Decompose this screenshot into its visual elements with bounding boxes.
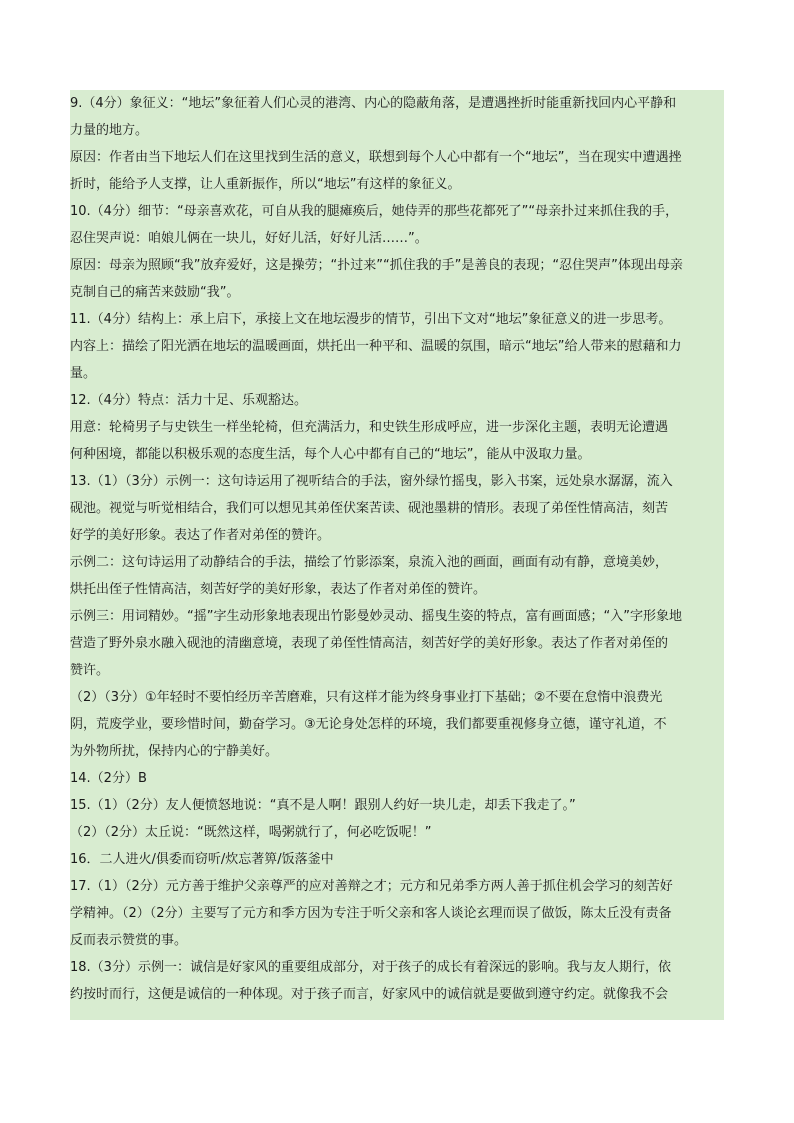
text-line: 11.（4分）结构上：承上启下，承接上文在地坛漫步的情节，引出下文对“地坛”象征意义的进一步思考。 (70, 312, 672, 327)
text-line: 9.（4分）象征义：“地坛”象征着人们心灵的港湾、内心的隐蔽角落，是遭遇挫折时能重新找回内心平静和 (70, 96, 677, 111)
text-line: 17.（1）（2分）元方善于维护父亲尊严的应对善辩之才；元方和兄弟季方两人善于抓住机会学习的刻苦好 (70, 879, 673, 894)
text-line: 用意：轮椅男子与史铁生一样坐轮椅，但充满活力，和史铁生形成呼应，进一步深化主题，表明无论遭遇 (70, 420, 669, 435)
text-line: 反而表示赞赏的事。 (70, 933, 188, 948)
text-line: 原因：母亲为照顾“我”放弃爱好，这是操劳；“扑过来”“抓住我的手”是善良的表现；“忍住哭声”体现出母亲 (70, 258, 683, 273)
text-line: 内容上：描绘了阳光洒在地坛的温暖画面，烘托出一种平和、温暖的氛围，暗示“地坛”给人带来的慰藉和力 (70, 339, 682, 354)
text-line: 10.（4分）细节：“母亲喜欢花，可自从我的腿瘫痪后，她侍弄的那些花都死了”“母亲扑过来抓住我的手， (70, 204, 679, 219)
text-line: 何种困境，都能以积极乐观的态度生活，每个人心中都有自己的“地坛”，能从中汲取力量。 (70, 447, 591, 462)
text-line: 12.（4分）特点：活力十足、乐观豁达。 (70, 393, 307, 408)
text-line: 砚池。视觉与听觉相结合，我们可以想见其弟侄伏案苦读、砚池墨耕的情形。表现了弟侄性情高洁，刻苦 (70, 501, 669, 516)
text-line: 13.（1）（3分）示例一：这句诗运用了视听结合的手法，窗外绿竹摇曳，影入书案，远处泉水潺潺，流入 (70, 474, 673, 489)
text-line: 克制自己的痛苦来鼓励“我”。 (70, 285, 240, 300)
text-line: 为外物所扰，保持内心的宁静美好。 (70, 744, 279, 759)
text-line: 18.（3分）示例一：诚信是好家风的重要组成部分，对于孩子的成长有着深远的影响。我与友人期行，依 (70, 960, 671, 975)
text-line: 约按时而行，这便是诚信的一种体现。对于孩子而言，好家风中的诚信就是要做到遵守约定。就像我不会 (70, 987, 669, 1002)
text-line: 示例二：这句诗运用了动静结合的手法，描绘了竹影添案，泉流入池的画面，画面有动有静，意境美妙， (70, 555, 669, 570)
text-line: 14.（2分）B (70, 771, 147, 786)
text-line: 示例三：用词精妙。“摇”字生动形象地表现出竹影曼妙灵动、摇曳生姿的特点，富有画面感；“入”字形象地 (70, 609, 682, 624)
text-line: （2）（2分）太丘说：“既然这样，喝粥就行了，何必吃饭呢！” (70, 825, 432, 840)
text-line: 赞许。 (70, 663, 110, 678)
text-line: 学精神。（2）（2分）主要写了元方和季方因为专注于听父亲和客人谈论玄理而误了做饭，陈太丘没有责备 (70, 906, 672, 921)
text-line: 好学的美好形象。表达了作者对弟侄的赞许。 (70, 528, 331, 543)
text-line: 折时，能给予人支撑，让人重新振作，所以“地坛”有这样的象征义。 (70, 177, 461, 192)
text-line: 忍住哭声说：咱娘儿俩在一块儿，好好儿活，好好儿活……”。 (70, 231, 428, 246)
text-line: 量。 (70, 366, 97, 381)
text-line: 阴，荒废学业，要珍惜时间，勤奋学习。③无论身处怎样的环境，我们都要重视修身立德，谨守礼道，不 (70, 717, 667, 732)
text-line: 营造了野外泉水融入砚池的清幽意境，表现了弟侄性情高洁，刻苦好学的美好形象。表达了作者对弟侄的 (70, 636, 669, 651)
answer-key-block (70, 90, 724, 1020)
text-line: 烘托出侄子性情高洁，刻苦好学的美好形象，表达了作者对弟侄的赞许。 (70, 582, 487, 597)
text-line: 16．二人进火/俱委而窃听/炊忘著箅/饭落釜中 (70, 852, 334, 867)
text-line: 力量的地方。 (70, 123, 149, 138)
text-line: （2）（3分）①年轻时不要怕经历辛苦磨难，只有这样才能为终身事业打下基础；②不要在怠惰中浪费光 (70, 690, 663, 705)
text-line: 原因：作者由当下地坛人们在这里找到生活的意义，联想到每个人心中都有一个“地坛”，当在现实中遭遇挫 (70, 150, 682, 165)
text-line: 15.（1）（2分）友人便愤怒地说：“真不是人啊！跟别人约好一块儿走，却丢下我走了。” (70, 798, 576, 813)
